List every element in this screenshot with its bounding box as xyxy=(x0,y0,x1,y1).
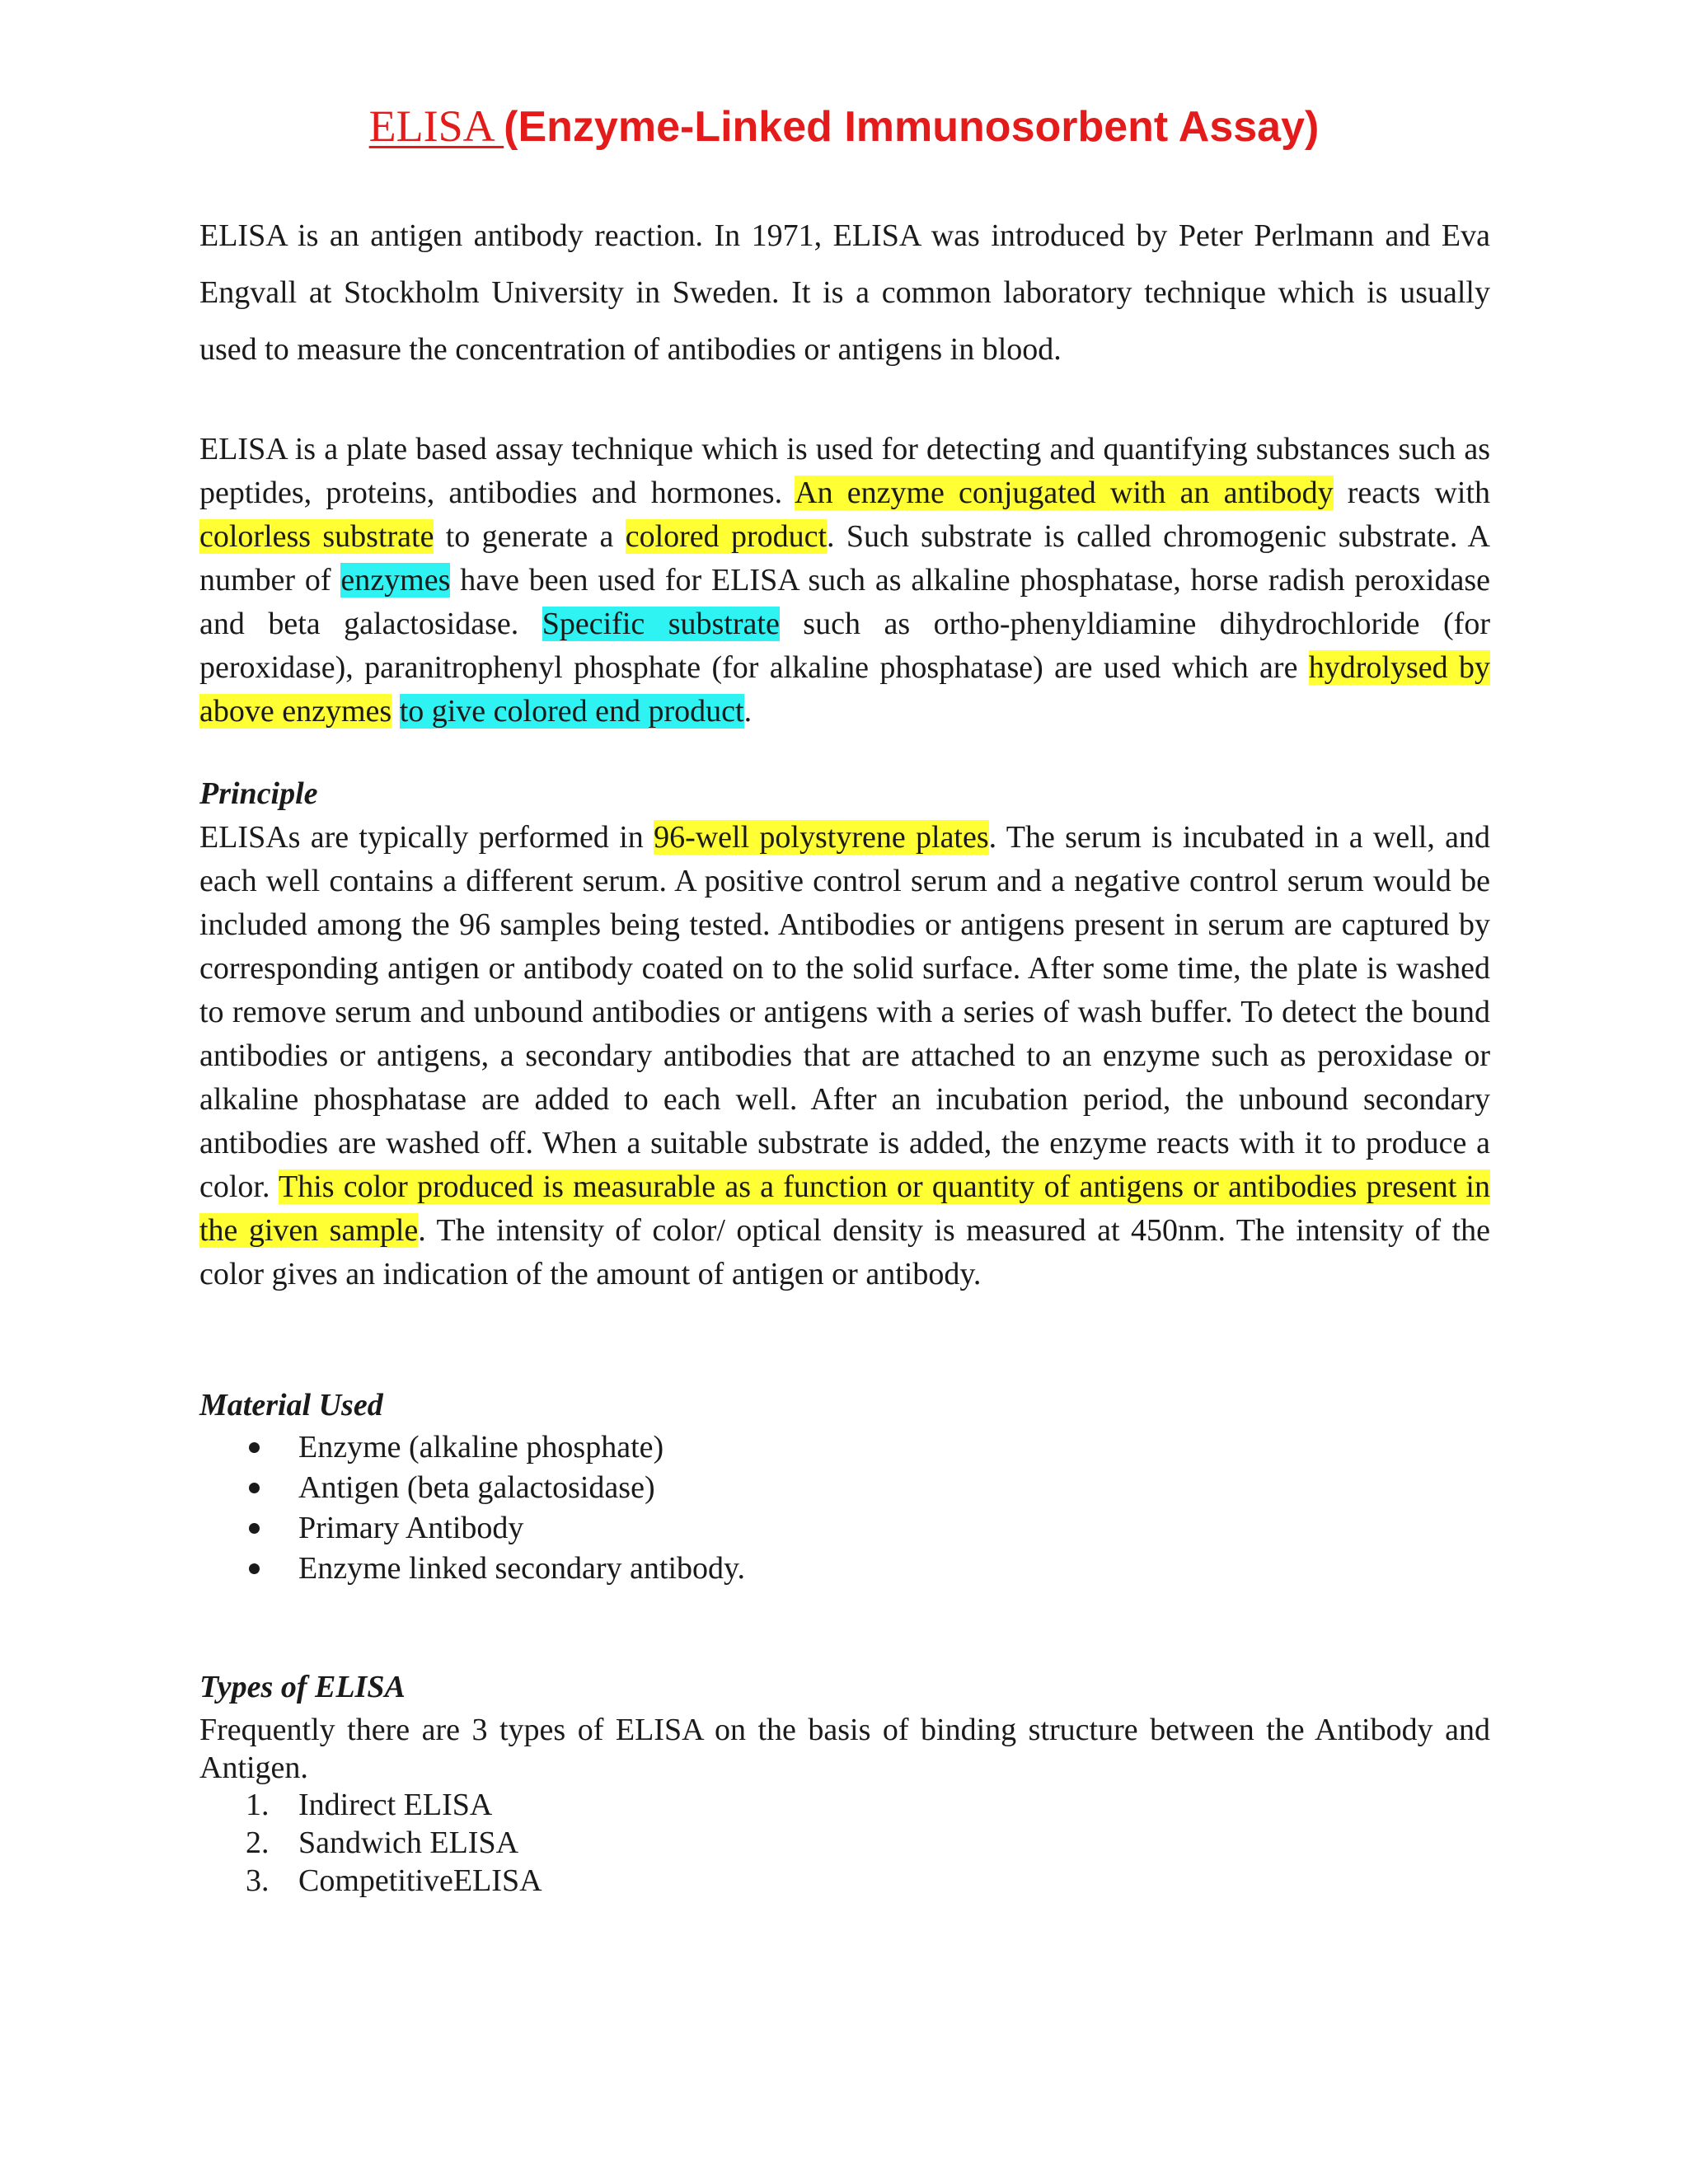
highlight-yellow: An enzyme conjugated with an antibody xyxy=(795,476,1334,510)
types-heading: Types of ELISA xyxy=(199,1670,406,1704)
highlight-cyan: enzymes xyxy=(340,563,451,598)
overview-text: such as ortho-phenyldiamine dihydrochloride (for peroxidase), paranitrophenyl phosphate (for alkaline phosphatase) are used which are xyxy=(199,607,1490,685)
overview-text: to generate a xyxy=(434,519,626,554)
title-elisa: ELISA xyxy=(368,101,504,151)
highlight-yellow: 96-well polystyrene plates xyxy=(654,820,989,855)
list-item-label: Enzyme (alkaline phosphate) xyxy=(298,1430,664,1465)
highlight-cyan: to give colored end product xyxy=(399,694,744,729)
highlight-yellow: colored product xyxy=(625,519,828,554)
list-item xyxy=(199,1862,542,1900)
bullet-icon xyxy=(249,1483,260,1493)
list-number: 2. xyxy=(246,1825,270,1860)
overview-text: reacts with xyxy=(1333,476,1491,510)
highlight-yellow: hydrolysed by above enzymes xyxy=(199,650,1490,729)
list-number: 3. xyxy=(246,1863,270,1898)
list-item-label: Sandwich ELISA xyxy=(298,1825,519,1860)
overview-text: . Such substrate is called chromogenic substrate. A number of xyxy=(199,519,1490,598)
list-item-label: CompetitiveELISA xyxy=(298,1863,542,1898)
list-item xyxy=(199,1786,542,1824)
list-item xyxy=(199,1824,542,1862)
overview-text: have been used for ELISA such as alkaline phosphatase, horse radish peroxidase and beta galactosidase. xyxy=(199,563,1491,641)
highlight-yellow: This color produced is measurable as a function or quantity of antigens or antibodies present in the given sample xyxy=(199,1169,1490,1248)
list-item xyxy=(199,1549,745,1589)
overview-paragraph xyxy=(199,428,1490,733)
principle-heading: Principle xyxy=(199,776,318,811)
list-item-label: Enzyme linked secondary antibody. xyxy=(298,1551,746,1586)
title-full-name: (Enzyme-Linked Immunosorbent Assay) xyxy=(504,103,1320,151)
list-item xyxy=(199,1427,745,1468)
list-item-label: Primary Antibody xyxy=(298,1511,524,1545)
page-title xyxy=(0,97,1688,156)
list-item-label: Antigen (beta galactosidase) xyxy=(298,1470,655,1505)
overview-text: ELISA is a plate based assay technique which is used for detecting and quantifying substances such as peptides, proteins, antibodies and hormones. xyxy=(199,432,1490,510)
bullet-icon xyxy=(249,1442,260,1453)
highlight-yellow: colorless substrate xyxy=(199,519,434,554)
types-paragraph: Frequently there are 3 types of ELISA on the basis of binding structure between the Antibody and Antigen. xyxy=(199,1713,1490,1785)
material-heading: Material Used xyxy=(199,1388,383,1422)
list-item xyxy=(199,1468,745,1508)
principle-text: . The serum is incubated in a well, and each well contains a different serum. A positive control serum and a negative control serum would be included among the 96 samples being tested. Antibodies or antigens present in serum are captured by corresponding antigen or antibody coated on to the solid surface. After some time, the plate is washed to remove serum and unbound antibodies or antigens with a series of wash buffer. To detect the bound antibodies or antigens, a secondary antibodies that are attached to an enzyme such as peroxidase or alkaline phosphatase are added to each well. After an incubation period, the unbound secondary antibodies are washed off. When a suitable substrate is added, the enzyme reacts with it to produce a color. xyxy=(199,820,1491,1204)
overview-text xyxy=(392,694,400,729)
types-list xyxy=(199,1786,542,1900)
list-number: 1. xyxy=(246,1788,270,1822)
principle-text: . The intensity of color/ optical density is measured at 450nm. The intensity of the color gives an indication of the amount of antigen or antibody. xyxy=(199,1213,1490,1291)
highlight-cyan: Specific substrate xyxy=(542,607,780,641)
overview-text: . xyxy=(743,694,753,729)
intro-paragraph: ELISA is an antigen antibody reaction. In 1971, ELISA was introduced by Peter Perlmann and Eva Engvall at Stockholm University in Sweden. It is a common laboratory technique which is usually used to measure the concentration of antibodies or antigens in blood. xyxy=(199,218,1490,367)
bullet-icon xyxy=(249,1563,260,1574)
list-item-label: Indirect ELISA xyxy=(298,1788,493,1822)
principle-paragraph xyxy=(199,816,1490,1296)
bullet-icon xyxy=(249,1523,260,1534)
principle-text: ELISAs are typically performed in xyxy=(199,820,654,855)
material-list xyxy=(199,1427,745,1589)
list-item xyxy=(199,1508,745,1549)
